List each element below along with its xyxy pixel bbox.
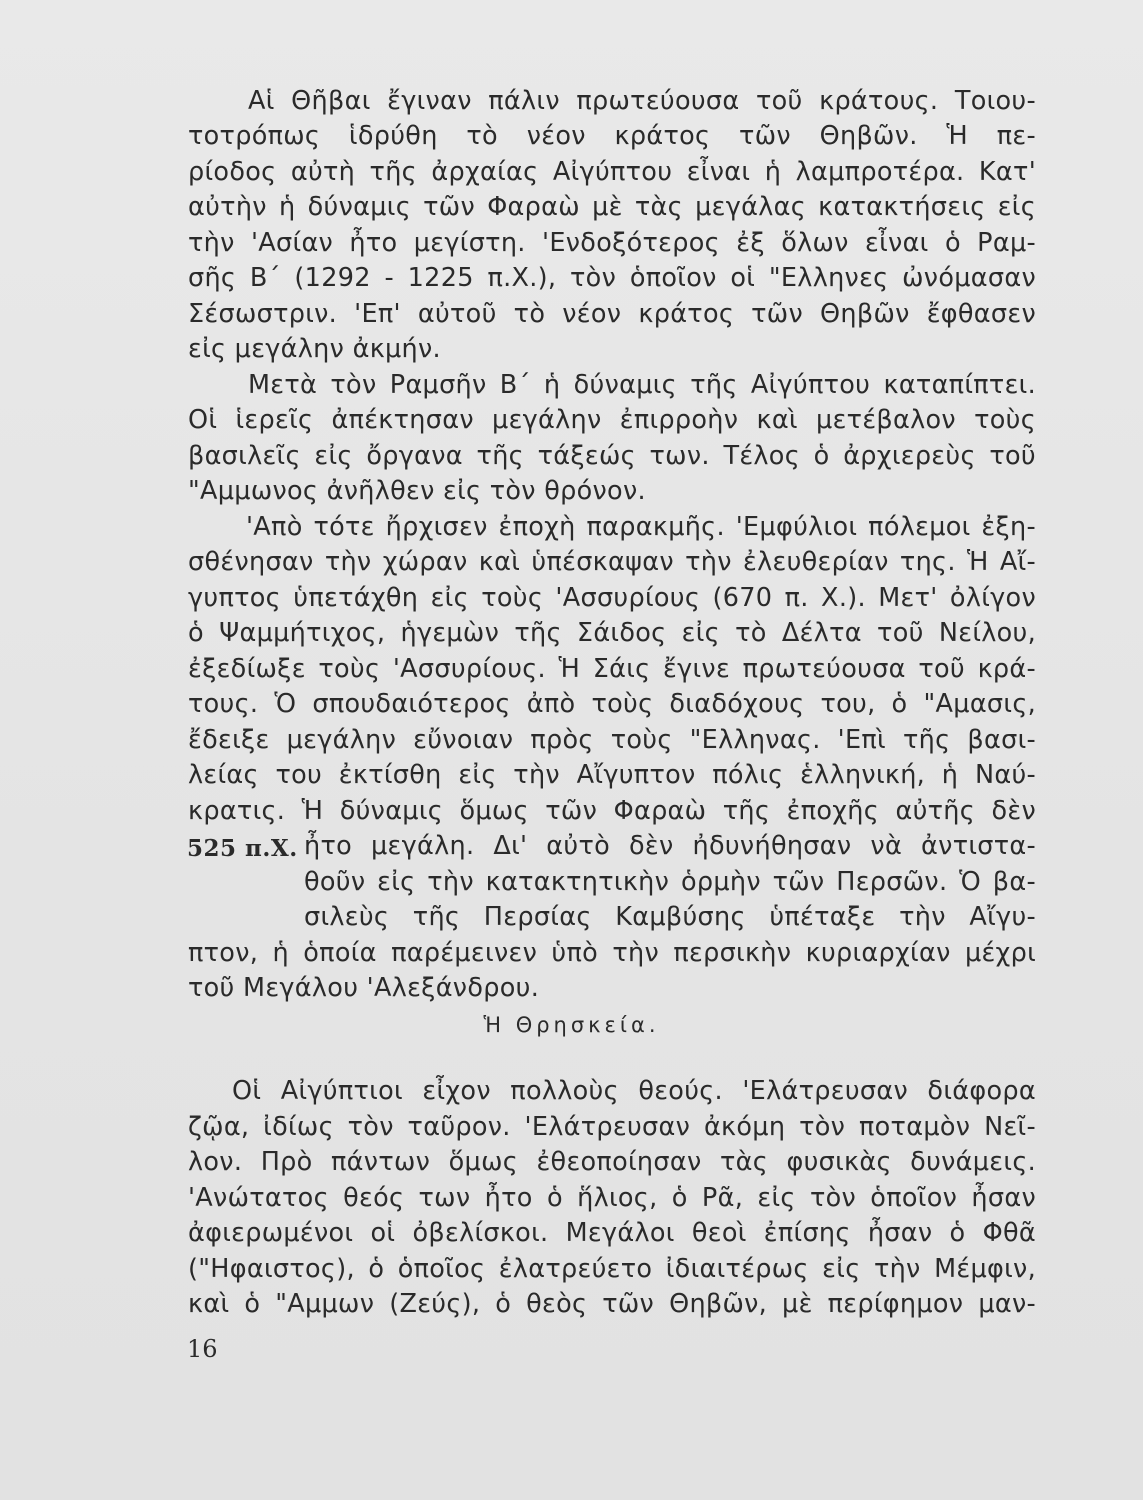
body-line: Μετὰ τὸν Ραμσῆν Β΄ ἡ δύναμις τῆς Αἰγύπτου καταπίπτει. xyxy=(248,370,1036,400)
body-line: ὁ Ψαμμήτιχος, ἡγεμὼν τῆς Σάιδος εἰς τὸ Δέλτα τοῦ Νείλου, xyxy=(188,618,1036,648)
body-line: ἦτο μεγάλη. Δι' αὐτὸ δὲν ἠδυνήθησαν νὰ ἀντιστα- xyxy=(304,831,1036,861)
body-line: "Αμμωνος ἀνῆλθεν εἰς τὸν θρόνον. xyxy=(188,476,646,506)
body-line: βασιλεῖς εἰς ὄργανα τῆς τάξεώς των. Τέλος ὁ ἀρχιερεὺς τοῦ xyxy=(188,441,1036,471)
religion-line: ζῷα, ἰδίως τὸν ταῦρον. 'Ελάτρευσαν ἀκόμη τὸν ποταμὸν Νεῖ- xyxy=(188,1112,1036,1142)
page-number: 16 xyxy=(187,1335,218,1363)
margin-date-note: 525 π.Χ. xyxy=(187,835,298,862)
section-heading: Ἡ Θρησκεία. xyxy=(483,1013,660,1037)
body-line: τοῦ Μεγάλου 'Αλεξάνδρου. xyxy=(188,973,540,1003)
body-line: σιλεὺς τῆς Περσίας Καμβύσης ὑπέταξε τὴν Αἴγυ- xyxy=(304,902,1036,932)
body-line: σῆς Β΄ (1292 - 1225 π.Χ.), τὸν ὁποῖον οἱ "Ελληνες ὠνόμασαν xyxy=(188,263,1036,293)
body-line: ρίοδος αὐτὴ τῆς ἀρχαίας Αἰγύπτου εἶναι ἡ λαμπροτέρα. Κατ' xyxy=(188,157,1036,187)
body-line: 'Απὸ τότε ἤρχισεν ἐποχὴ παρακμῆς. 'Εμφύλιοι πόλεμοι ἐξη- xyxy=(246,512,1036,542)
body-line: αὐτὴν ἡ δύναμις τῶν Φαραὼ μὲ τὰς μεγάλας κατακτήσεις εἰς xyxy=(188,192,1036,222)
body-line: σθένησαν τὴν χώραν καὶ ὑπέσκαψαν τὴν ἐλευθερίαν της. Ἡ Αἴ- xyxy=(188,547,1036,577)
body-line: τους. Ὁ σπουδαιότερος ἀπὸ τοὺς διαδόχους του, ὁ "Αμασις, xyxy=(188,689,1036,719)
religion-line: 'Ανώτατος θεός των ἦτο ὁ ἥλιος, ὁ Ρᾶ, εἰς τὸν ὁποῖον ἦσαν xyxy=(188,1183,1036,1213)
body-line: κρατις. Ἡ δύναμις ὅμως τῶν Φαραὼ τῆς ἐποχῆς αὐτῆς δὲν xyxy=(188,796,1036,826)
body-line: θοῦν εἰς τὴν κατακτητικὴν ὁρμὴν τῶν Περσῶν. Ὁ βα- xyxy=(304,867,1036,897)
religion-line: Οἱ Αἰγύπτιοι εἶχον πολλοὺς θεούς. 'Ελάτρευσαν διάφορα xyxy=(232,1076,1036,1106)
body-line: τὴν 'Ασίαν ἦτο μεγίστη. 'Ενδοξότερος ἐξ ὅλων εἶναι ὁ Ραμ- xyxy=(188,228,1036,258)
body-line: Οἱ ἱερεῖς ἀπέκτησαν μεγάλην ἐπιρροὴν καὶ μετέβαλον τοὺς xyxy=(188,405,1036,435)
religion-line: ἀφιερωμένοι οἱ ὀβελίσκοι. Μεγάλοι θεοὶ ἐπίσης ἦσαν ὁ Φθᾶ xyxy=(188,1218,1036,1248)
body-line: τοτρόπως ἱδρύθη τὸ νέον κράτος τῶν Θηβῶν. Ἡ πε- xyxy=(188,121,1036,151)
body-line: λείας του ἐκτίσθη εἰς τὴν Αἴγυπτον πόλις ἑλληνική, ἡ Ναύ- xyxy=(188,760,1036,790)
religion-line: ("Ηφαιστος), ὁ ὁποῖος ἐλατρεύετο ἰδιαιτέρως εἰς τὴν Μέμφιν, xyxy=(188,1254,1036,1284)
body-line: εἰς μεγάλην ἀκμήν. xyxy=(188,334,441,364)
body-line: ἔδειξε μεγάλην εὔνοιαν πρὸς τοὺς "Ελληνας. 'Επὶ τῆς βασι- xyxy=(188,725,1036,755)
body-line: γυπτος ὑπετάχθη εἰς τοὺς 'Ασσυρίους (670 π. Χ.). Μετ' ὀλίγον xyxy=(188,583,1036,613)
body-line: Αἱ Θῆβαι ἔγιναν πάλιν πρωτεύουσα τοῦ κράτους. Τοιου- xyxy=(248,86,1036,116)
religion-line: λον. Πρὸ πάντων ὅμως ἐθεοποίησαν τὰς φυσικὰς δυνάμεις. xyxy=(188,1147,1036,1177)
body-line: ἐξεδίωξε τοὺς 'Ασσυρίους. Ἡ Σάις ἔγινε πρωτεύουσα τοῦ κρά- xyxy=(188,654,1036,684)
religion-line: καὶ ὁ "Αμμων (Ζεύς), ὁ θεὸς τῶν Θηβῶν, μὲ περίφημον μαν- xyxy=(188,1289,1036,1319)
body-line: πτον, ἡ ὁποία παρέμεινεν ὑπὸ τὴν περσικὴν κυριαρχίαν μέχρι xyxy=(188,938,1036,968)
body-line: Σέσωστριν. 'Επ' αὐτοῦ τὸ νέον κράτος τῶν Θηβῶν ἔφθασεν xyxy=(188,299,1036,329)
